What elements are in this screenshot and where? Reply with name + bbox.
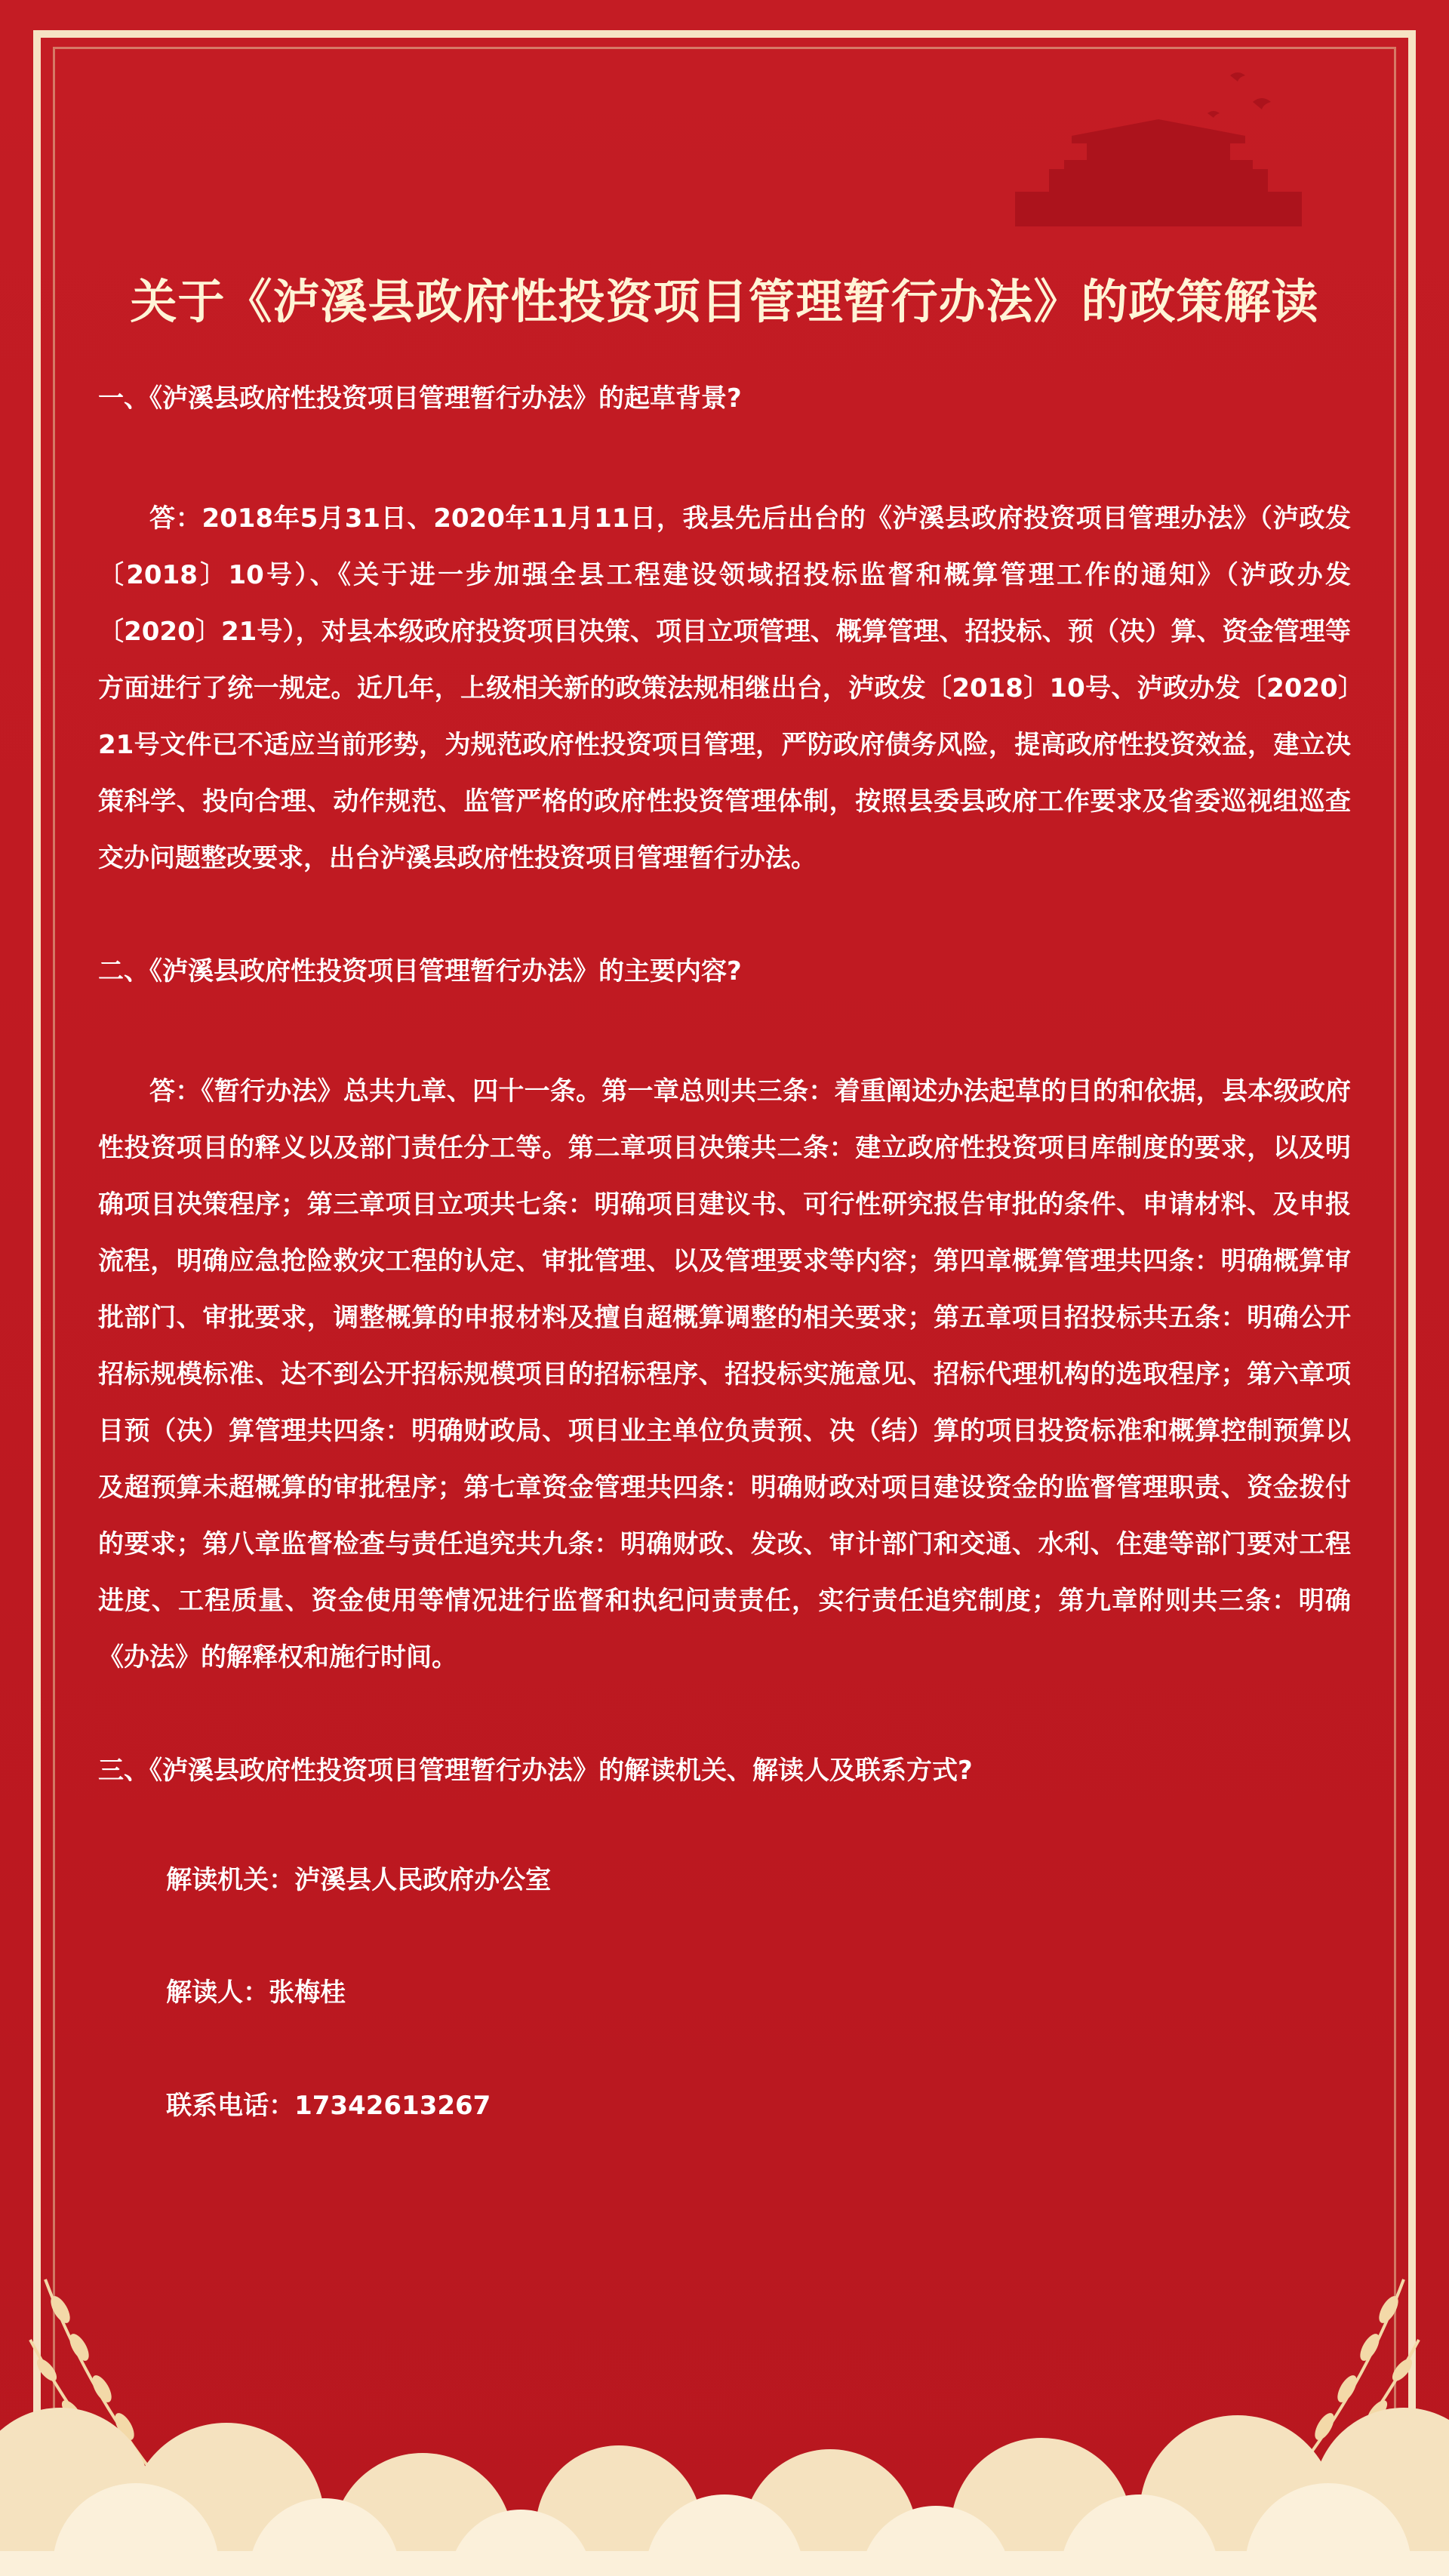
cloud-wheat-border-icon	[0, 2249, 1449, 2576]
page-title: 关于《泸溪县政府性投资项目管理暂行办法》的政策解读	[130, 274, 1319, 329]
contact-agency: 解读机关：泸溪县人民政府办公室	[166, 1864, 552, 1895]
tiananmen-silhouette-icon	[981, 30, 1374, 226]
section-body-content: 答：《暂行办法》总共九章、四十一条。第一章总则共三条：着重阐述办法起草的目的和依据，县本级政府性投资项目的释义以及部门责任分工等。第二章项目决策共二条：建立政府性投资项目库制度的要求，以及明确项目决策程序；第三章项目立项共七条：明确项目建议书、可行性研究报告审批的条件、申请材料、及申报流程，明确应急抢险救灾工程的认定、审批管理、以及管理要求等内容；第四章概算管理共四条：明确概算审批部门、审批要求，调整概算的申报材料及擅自超概算调整的相关要求；第五章项目招投标共五条：明确公开招标规模标准、达不到公开招标规模项目的招标程序、招投标实施意见、招标代理机构的选取程序；第六章项目预（决）算管理共四条：明确财政局、项目业主单位负责预、决（结）算的项目投资标准和概算控制预算以及超预算未超概算的审批程序；第七章资金管理共四条：明确财政对项目建设资金的监督管理职责、资金拨付的要求；第八章监督检查与责任追究共九条：明确财政、发改、审计部门和交通、水利、住建等部门要对工程进度、工程质量、资金使用等情况进行监督和执纪问责责任，实行责任追究制度；第九章附则共三条：明确《办法》的解释权和施行时间。	[98, 1076, 1351, 1673]
section-heading-contact: 三、《泸溪县政府性投资项目管理暂行办法》的解读机关、解读人及联系方式?	[98, 1756, 973, 1787]
document-content	[98, 257, 1351, 2126]
section-heading-background: 一、《泸溪县政府性投资项目管理暂行办法》的起草背景?	[98, 383, 742, 414]
section-heading-content: 二、《泸溪县政府性投资项目管理暂行办法》的主要内容?	[98, 956, 742, 986]
section-body-background: 答：2018年5月31日、2020年11月11日，我县先后出台的《泸溪县政府投资项目管理办法》（泸政发〔2018〕10号）、《关于进一步加强全县工程建设领域招投标监督和概算管理工作的通知》（泸政办发〔2020〕21号），对县本级政府投资项目决策、项目立项管理、概算管理、招投标、预（决）算、资金管理等方面进行了统一规定。近几年，上级相关新的政策法规相继出台，泸政发〔2018〕10号、泸政办发〔2020〕21号文件已不适应当前形势，为规范政府性投资项目管理，严防政府债务风险，提高政府性投资效益，建立决策科学、投向合理、动作规范、监管严格的政府性投资管理体制，按照县委县政府工作要求及省委巡视组巡查交办问题整改要求，出台泸溪县政府性投资项目管理暂行办法。	[98, 503, 1351, 873]
contact-phone: 联系电话：17342613267	[166, 2090, 491, 2121]
contact-person: 解读人：张梅桂	[166, 1977, 346, 2008]
